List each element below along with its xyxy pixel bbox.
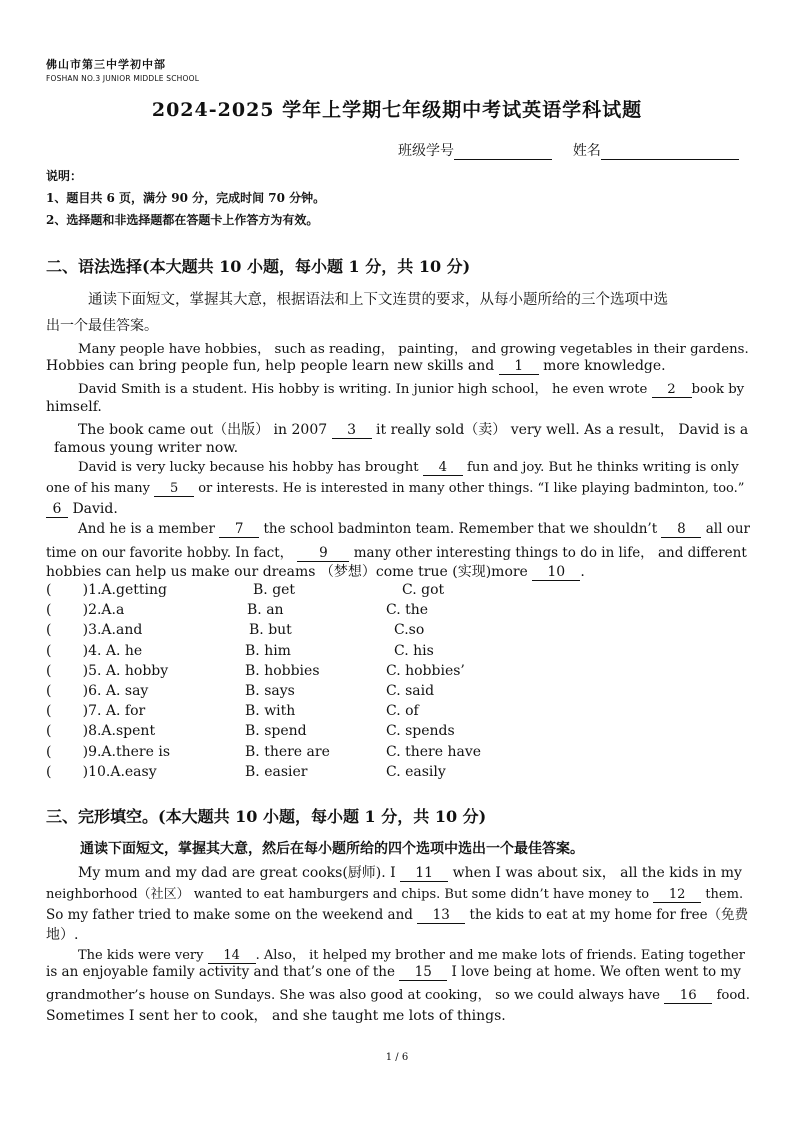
blank-11: 11 <box>400 865 448 882</box>
section3-instruction: 通读下面短文，掌握其大意，然后在每小题所给的四个选项中选出一个最佳答案。 <box>80 841 584 857</box>
passage-line: neighborhood（社区） wanted to eat hamburgers and chips. But some didn’t have money to 12 them. <box>46 887 744 902</box>
section2-instruction: 通读下面短文，掌握其大意，根据语法和上下文连贯的要求，从每小题所给的三个选项中选 <box>88 292 668 308</box>
question-number: ( )9.A.there is <box>46 744 171 760</box>
section2-instruction: 出一个最佳答案。 <box>46 318 158 334</box>
option-b: B. there are <box>245 744 330 760</box>
passage-line: himself. <box>46 399 102 415</box>
option-b: B. easier <box>245 764 308 780</box>
option-c: C. of <box>386 703 419 719</box>
question-number: ( )2.A.a <box>46 602 125 618</box>
question-number: ( )1.A.getting <box>46 582 167 598</box>
note-item: 2、选择题和非选择题都在答题卡上作答方为有效。 <box>46 213 319 227</box>
option-b: B. with <box>245 703 296 719</box>
passage-line: 6 David. <box>46 501 118 518</box>
option-c: C. easily <box>386 764 446 780</box>
passage-line: My mum and my dad are great cooks(厨师). I 11 when I was about six， all the kids in my <box>78 865 742 881</box>
question-number: ( )8.A.spent <box>46 723 156 739</box>
blank-7: 7 <box>219 521 259 538</box>
blank-15: 15 <box>399 964 447 981</box>
passage-line: And he is a member 7 the school badminton team. Remember that we shouldn’t 8 all our <box>78 521 750 537</box>
question-number: ( )3.A.and <box>46 622 143 638</box>
school-name-en: FOSHAN NO.3 JUNIOR MIDDLE SCHOOL <box>46 74 200 83</box>
section3-heading: 三、完形填空。(本大题共 10 小题，每小题 1 分，共 10 分) <box>46 807 487 826</box>
passage-line: Many people have hobbies， such as reading， painting， and growing vegetables in their gardens. <box>78 342 749 357</box>
passage-line: David Smith is a student. His hobby is writing. In junior high school， he even wrote 2 book by <box>78 382 745 397</box>
passage-line: is an enjoyable family activity and that’s one of the 15 I love being at home. We often went to my <box>46 964 741 980</box>
school-name-cn: 佛山市第三中学初中部 <box>46 58 166 71</box>
question-number: ( )6. A. say <box>46 683 149 699</box>
option-b: B. spend <box>245 723 307 739</box>
option-c: C. hobbies’ <box>386 663 465 679</box>
section2-heading: 二、语法选择(本大题共 10 小题，每小题 1 分，共 10 分) <box>46 257 471 276</box>
passage-line: The book came out（出版） in 2007 3 it really sold（卖） very well. As a result， David is a <box>78 422 749 438</box>
class-label: 班级学号 <box>398 143 454 159</box>
passage-line: The kids were very 14 . Also， it helped my brother and me make lots of friends. Eating together <box>78 948 745 963</box>
option-b: B. him <box>245 643 291 659</box>
page-number: 1 / 6 <box>385 1052 409 1063</box>
option-c: C.so <box>394 622 425 638</box>
option-b: B. but <box>249 622 292 638</box>
class-blank <box>454 144 552 160</box>
passage-line: time on our favorite hobby. In fact， 9 many other interesting things to do in life， and different <box>46 545 747 561</box>
exam-title: 2024-2025 学年上学期七年级期中考试英语学科试题 <box>151 99 643 121</box>
blank-16: 16 <box>664 988 712 1004</box>
blank-1: 1 <box>499 358 539 375</box>
blank-2: 2 <box>652 382 692 398</box>
passage-line: Hobbies can bring people fun, help people learn new skills and 1 more knowledge. <box>46 358 666 374</box>
option-c: C. spends <box>386 723 455 739</box>
question-number: ( )10.A.easy <box>46 764 157 780</box>
passage-line: one of his many 5 or interests. He is interested in many other things. “I like playing badminton, too.” <box>46 481 745 496</box>
option-c: C. the <box>386 602 429 618</box>
option-b: B. hobbies <box>245 663 320 679</box>
name-blank <box>601 144 739 160</box>
blank-5: 5 <box>154 481 194 497</box>
question-number: ( )5. A. hobby <box>46 663 169 679</box>
blank-10: 10 <box>532 564 580 581</box>
passage-line: Sometimes I sent her to cook， and she taught me lots of things. <box>46 1008 506 1024</box>
option-c: C. there have <box>386 744 482 760</box>
option-c: C. got <box>402 582 445 598</box>
passage-line: So my father tried to make some on the weekend and 13 the kids to eat at my home for free（免费 <box>46 907 749 923</box>
blank-4: 4 <box>423 460 463 476</box>
blank-12: 12 <box>653 887 701 903</box>
question-number: ( )4. A. he <box>46 643 143 659</box>
passage-line: 地）. <box>46 927 79 943</box>
option-c: C. his <box>394 643 434 659</box>
blank-14: 14 <box>208 948 256 964</box>
note-item: 1、题目共 6 页，满分 90 分，完成时间 70 分钟。 <box>46 191 326 205</box>
option-c: C. said <box>386 683 435 699</box>
passage-line: grandmother’s house on Sundays. She was also good at cooking， so we could always have 16 food. <box>46 988 750 1003</box>
passage-line: hobbies can help us make our dreams （梦想）come true (实现)more 10 . <box>46 564 585 580</box>
question-number: ( )7. A. for <box>46 703 146 719</box>
notes-heading: 说明： <box>46 169 83 183</box>
blank-3: 3 <box>332 422 372 439</box>
option-b: B. an <box>247 602 284 618</box>
passage-line: famous young writer now. <box>54 440 239 456</box>
blank-6: 6 <box>46 501 68 518</box>
option-b: B. get <box>253 582 296 598</box>
option-b: B. says <box>245 683 295 699</box>
blank-8: 8 <box>661 521 701 538</box>
passage-line: David is very lucky because his hobby has brought 4 fun and joy. But he thinks writing is only <box>78 460 739 475</box>
blank-13: 13 <box>417 907 465 924</box>
blank-9: 9 <box>297 545 349 562</box>
name-label: 姓名 <box>572 143 601 159</box>
student-info <box>398 140 739 160</box>
